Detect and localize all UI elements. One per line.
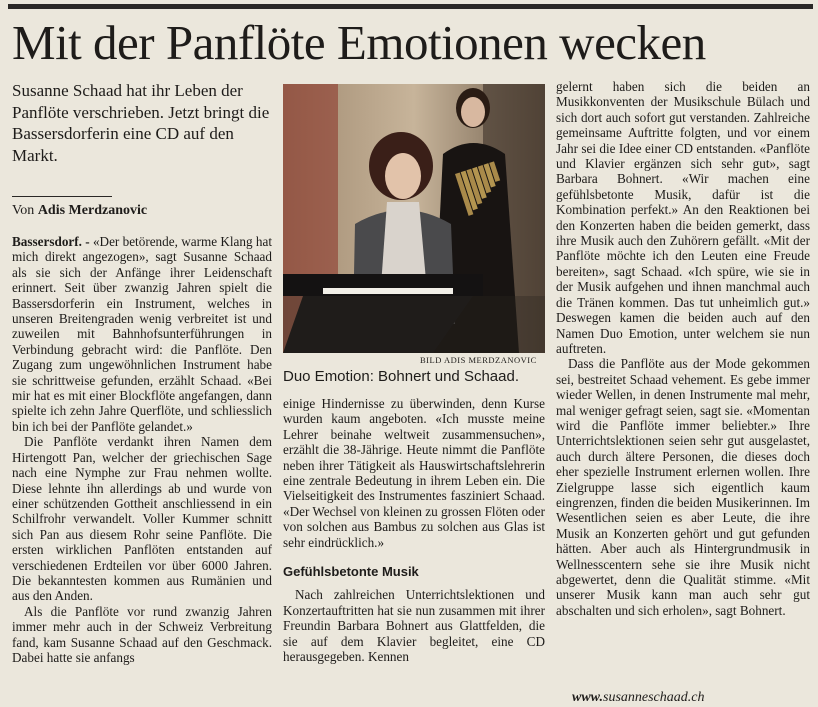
top-rule: [8, 4, 813, 9]
paragraph: Die Panflöte verdankt ihren Namen dem Hirtengott Pan, welcher der griechischen Sage nach eine Nymphe zur Frau nehmen wollte. Diese lehnte ihn allerdings ab und wurde von einer schützenden Gottheit anschliessend in ein Schilfrohr verwandelt. Voller Kummer schnitt sich Pan aus diesem Rohr seine Panflöte. Die ersten wirklichen Panflöten entstanden auf verschiedenen Erdteilen vor über 6000 Jahren. Die bekanntesten kommen aus Rumänien und aus den Anden.: [12, 434, 272, 604]
duo-photo-illustration: [283, 84, 545, 353]
paragraph: Als die Panflöte vor rund zwanzig Jahren immer mehr auch in der Schweiz Verbreitung fand, kam Susanne Schaad auf den Geschmack. Dabei hatte sie anfangs: [12, 603, 272, 665]
dateline: Bassersdorf. -: [12, 234, 90, 249]
paragraph: Nach zahlreichen Unterrichtslektionen und Konzertauftritten hat sie nun zusammen mit ihrer Freundin Barbara Bohnert aus Glattfelden, die sie auf dem Klavier begleitet, eine CD herausgegeben. Kennen: [283, 587, 545, 665]
paragraph: [12, 234, 272, 434]
byline-author: Adis Merdzanovic: [37, 203, 148, 218]
article-column-2: [283, 396, 545, 665]
website-link[interactable]: [572, 690, 705, 706]
article-photo: [283, 84, 545, 353]
paragraph: einige Hindernisse zu überwinden, denn Kurse wurden kaum angeboten. «Ich musste meine Lehrer beinahe weltweit zusammensuchen», erzählt die 38-Jährige. Heute nimmt die Panflöte neben ihrer Tätigkeit als Hauswirtschaftslehrerin eine zentrale Bedeutung in ihrem Leben ein. Die Vielseitigkeit des Instrumentes fasziniert Schaad. «Der Wechsel von kleinen zu grossen Flöten oder von solchen aus Bambus zu solchen aus Glas ist sehr eindrücklich.»: [283, 396, 546, 550]
paragraph: Dass die Panflöte aus der Mode gekommen sei, bestreitet Schaad vehement. Es gebe immer wieder Wellen, in denen Instrumente mal mehr, mal weniger gefragt seien, sagt sie. «Momentan wird die Panflöte immer beliebter.» Ihre Unterrichtslektionen seien sehr gut ausgelastet, auch durch ältere Personen, die dieses doch eher spezielle Instrument erlernen wollen. Ihre Zielgruppe lasse sich eigentlich kaum eingrenzen, finden die beiden Musikerinnen. Im Wesentlichen seien es aber Leute, die ihre Musik an Konzerten gehört und gut gefunden hätten. Aber auch als Hintergrundmusik in Wellnesscentern sehe sie ihre Musik nicht abgewertet, denn die Qualität stimme. «Mit unserer Musik kann man auch sehr gut abschalten und sich erholen», sagt Bohnert.: [556, 356, 810, 618]
url-prefix: www.: [572, 690, 603, 705]
photo-credit: BILD ADIS MERDZANOVIC: [420, 355, 537, 365]
byline-prefix: Von: [12, 203, 35, 218]
byline: [12, 203, 147, 219]
article-column-1: [12, 234, 272, 665]
article-column-3: [556, 79, 810, 618]
byline-divider: [12, 196, 112, 197]
paragraph: gelernt haben sich die beiden an Musikkonventen der Musikschule Bülach und sich dort auch sofort gut verstanden. Zahlreiche gemeinsame Auftritte folgten, und vor einem Jahr sei die Idee einer CD entstanden. «Panflöte und Klavier ergänzen sich sehr gut», sagt Barbara Bohnert. «Wir machen eine gefühlsbetonte Musik, dafür ist die Kombination perfekt.» An den Reaktionen bei den Konzerten haben die beiden gemerkt, dass ihre Musik auch den Zuhörern gefällt. «Mit der Panflöte möchte ich den Leuten eine Freude bereiten», sagt Schaad. «Ich spüre, wie sie in der Musik aufgehen und ihnen manchmal auch die Tränen kommen. Das tut unheimlich gut.» Deswegen kamen die beiden auch auf den Namen Duo Emotion, unter welchem sie nun auftreten.: [556, 79, 810, 356]
subheading: Gefühlsbetonte Musik: [283, 564, 419, 580]
article-lead: Susanne Schaad hat ihr Leben der Panflöte verschrieben. Jetzt bringt die Bassersdorferin eine CD auf den Markt.: [12, 81, 270, 165]
url-domain: susanneschaad.ch: [603, 690, 705, 705]
article-headline: Mit der Panflöte Emotionen wecken: [12, 15, 706, 70]
paragraph-text: «Der betörende, warme Klang hat mich direkt angezogen», sagt Susanne Schaad als sie sich der Anfänge ihrer Leidenschaft erinnert. Seit über zwanzig Jahren spielt die Bassersdorferin ein Instrument, welches in unseren Breitengraden wenig verbreitet ist und zuweilen mit Bahnhofsunterführungen in Verbindung gebracht wird: die Panflöte. Den Zugang zum ungewöhnlichen Instrument habe sie schrittweise gefunden, erzählt Schaad. «Bei mir hat es mit einer Blockflöte angefangen, dann spielte ich zehn Jahre Querflöte, und schliesslich bin ich bei der Panflöte gelandet.»: [12, 234, 273, 434]
photo-caption: Duo Emotion: Bohnert und Schaad.: [283, 368, 519, 385]
